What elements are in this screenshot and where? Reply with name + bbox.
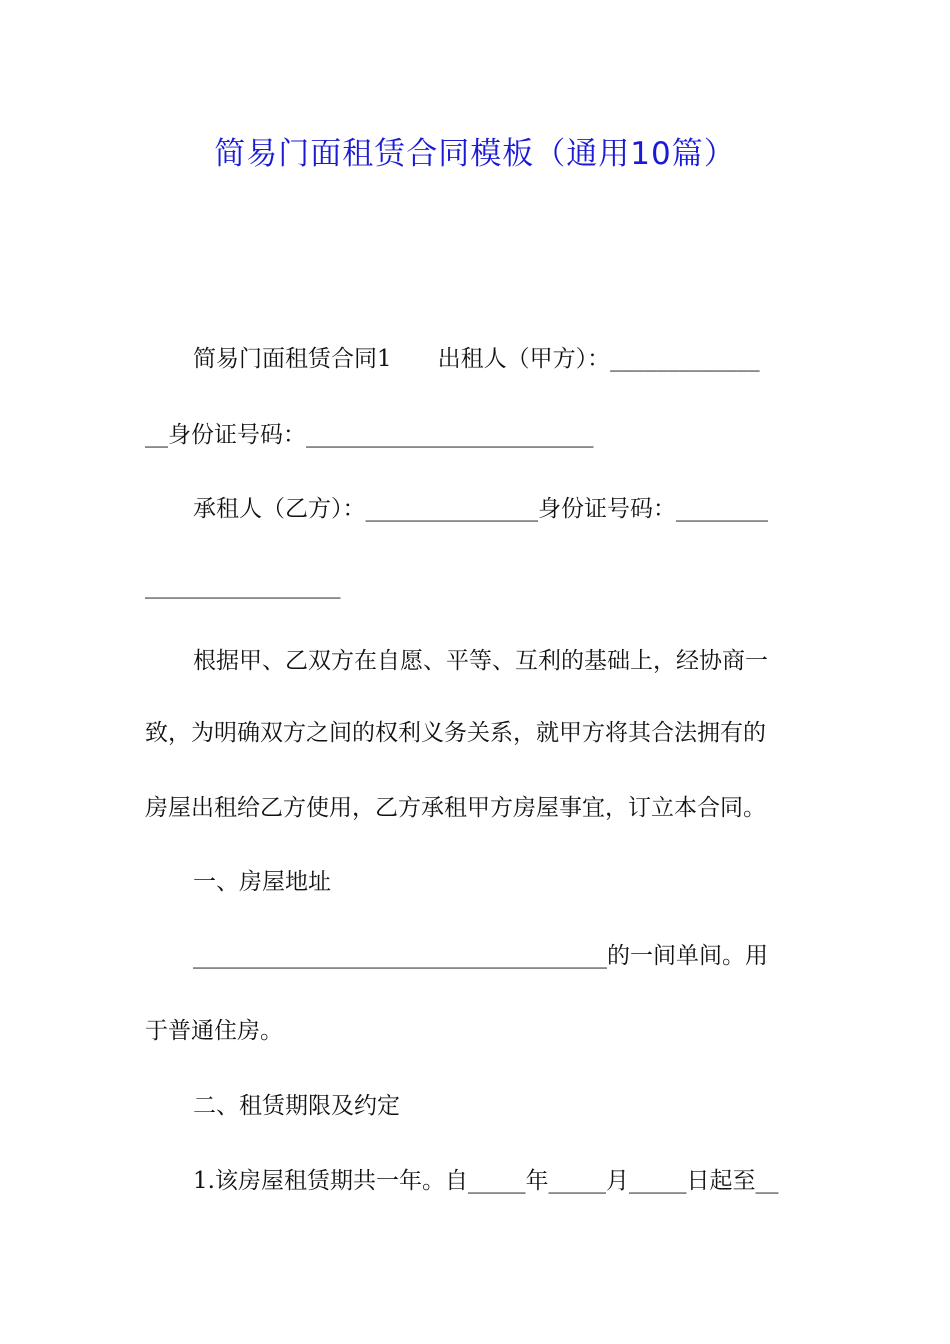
paragraph-line: 于普通住房。 [145,1018,283,1044]
paragraph-line: 根据甲、乙双方在自愿、平等、互利的基础上，经协商一 [193,648,768,674]
paragraph-line: 承租人（乙方）：_______________身份证号码：________ [193,496,768,522]
document-title: 简易门面租赁合同模板（通用10篇） [214,136,736,172]
paragraph-line: 致，为明确双方之间的权利义务关系，就甲方将其合法拥有的 [145,720,766,746]
paragraph-line: 简易门面租赁合同1 出租人（甲方）：_____________ [193,346,760,372]
paragraph-line: 1.该房屋租赁期共一年。自_____年_____月_____日起至__ [193,1168,779,1194]
paragraph-line: 房屋出租给乙方使用，乙方承租甲方房屋事宜，订立本合同。 [145,795,766,821]
section-heading: 二、租赁期限及约定 [193,1093,400,1119]
paragraph-line: __身份证号码：_________________________ [145,422,594,448]
section-heading: 一、房屋地址 [193,869,331,895]
paragraph-line: _________________ [145,573,341,599]
paragraph-line: ____________________________________的一间单间。用 [193,943,768,969]
